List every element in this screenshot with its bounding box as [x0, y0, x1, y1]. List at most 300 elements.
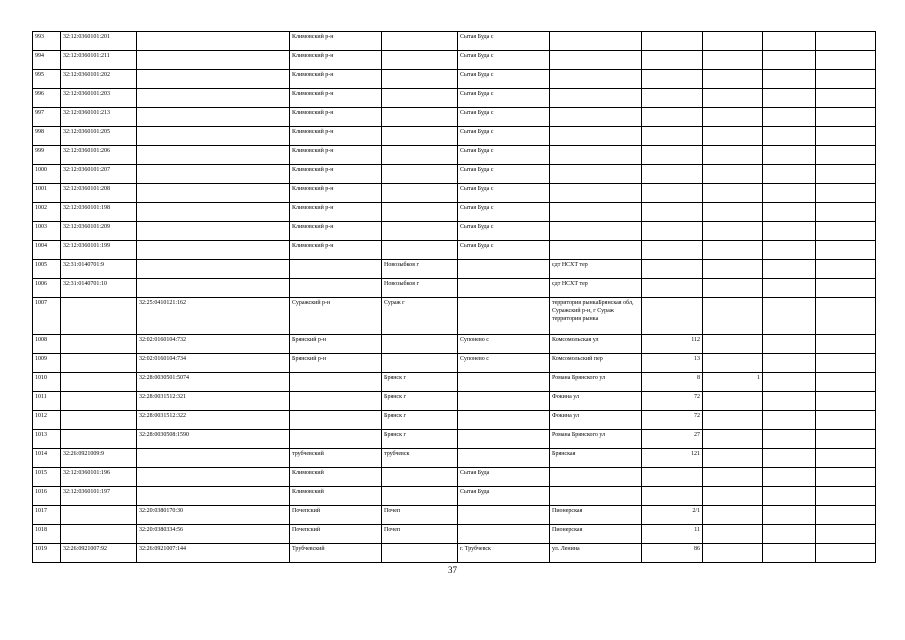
empty-cell [763, 525, 816, 544]
table-row [33, 525, 876, 544]
cadastral-number-cell: 32:26:0921009:9 [61, 449, 137, 468]
cadastral-number-alt-cell: 32:28:0030501:5074 [137, 373, 290, 392]
empty-cell [816, 51, 876, 70]
city-cell [382, 184, 458, 203]
table-row [33, 32, 876, 51]
street-cell [550, 89, 642, 108]
district-cell [290, 373, 382, 392]
flat-number-cell [703, 525, 763, 544]
district-cell: Климовский р-н [290, 241, 382, 260]
settlement-cell: Сытая Буда с [458, 222, 550, 241]
table-row [33, 544, 876, 563]
table-row [33, 298, 876, 335]
flat-number-cell [703, 544, 763, 563]
house-number-cell: 121 [642, 449, 703, 468]
row-number-cell: 1017 [33, 506, 61, 525]
row-number-cell: 1014 [33, 449, 61, 468]
street-cell [550, 165, 642, 184]
flat-number-cell [703, 165, 763, 184]
cadastral-number-cell: 32:12:0360101:213 [61, 108, 137, 127]
table-row [33, 184, 876, 203]
table-row [33, 279, 876, 298]
cadastral-number-cell: 32:12:0360101:196 [61, 468, 137, 487]
settlement-cell: Сытая Буда с [458, 32, 550, 51]
empty-cell [763, 203, 816, 222]
district-cell [290, 392, 382, 411]
row-number-cell: 1001 [33, 184, 61, 203]
settlement-cell: Сытая Буда с [458, 108, 550, 127]
empty-cell [763, 373, 816, 392]
empty-cell [816, 392, 876, 411]
empty-cell [763, 544, 816, 563]
table-row [33, 127, 876, 146]
settlement-cell: Сытая Буда с [458, 127, 550, 146]
empty-cell [816, 146, 876, 165]
empty-cell [816, 241, 876, 260]
settlement-cell [458, 525, 550, 544]
district-cell: Климовский [290, 487, 382, 506]
table-row [33, 146, 876, 165]
settlement-cell: Сытая Буда [458, 468, 550, 487]
flat-number-cell [703, 279, 763, 298]
street-cell [550, 203, 642, 222]
cadastral-number-alt-cell: 32:26:0921007:144 [137, 544, 290, 563]
city-cell: Брянск г [382, 430, 458, 449]
empty-cell [816, 411, 876, 430]
house-number-cell: 8 [642, 373, 703, 392]
empty-cell [816, 184, 876, 203]
house-number-cell [642, 108, 703, 127]
cadastral-number-cell [61, 354, 137, 373]
cadastral-number-cell: 32:12:0360101:206 [61, 146, 137, 165]
table-row [33, 241, 876, 260]
empty-cell [816, 373, 876, 392]
empty-cell [763, 165, 816, 184]
settlement-cell: Сытая Буда с [458, 89, 550, 108]
settlement-cell [458, 373, 550, 392]
row-number-cell: 998 [33, 127, 61, 146]
city-cell [382, 222, 458, 241]
city-cell [382, 165, 458, 184]
empty-cell [763, 279, 816, 298]
empty-cell [816, 89, 876, 108]
cadastral-number-alt-cell: 32:02:0160104:734 [137, 354, 290, 373]
cadastral-number-cell [61, 411, 137, 430]
table-row [33, 411, 876, 430]
empty-cell [763, 70, 816, 89]
cadastral-number-alt-cell [137, 51, 290, 70]
table-row [33, 449, 876, 468]
flat-number-cell [703, 298, 763, 335]
cadastral-number-alt-cell [137, 449, 290, 468]
house-number-cell: 72 [642, 411, 703, 430]
empty-cell [816, 70, 876, 89]
row-number-cell: 1000 [33, 165, 61, 184]
table-row [33, 373, 876, 392]
empty-cell [816, 430, 876, 449]
city-cell [382, 146, 458, 165]
flat-number-cell [703, 127, 763, 146]
street-cell: Комсомольский пер [550, 354, 642, 373]
table-row [33, 51, 876, 70]
flat-number-cell [703, 449, 763, 468]
row-number-cell: 1018 [33, 525, 61, 544]
table-row [33, 260, 876, 279]
cadastral-number-cell: 32:26:0921007:92 [61, 544, 137, 563]
district-cell [290, 411, 382, 430]
district-cell: Суражский р-н [290, 298, 382, 335]
district-cell [290, 260, 382, 279]
street-cell [550, 468, 642, 487]
row-number-cell: 1015 [33, 468, 61, 487]
district-cell: Климовский р-н [290, 146, 382, 165]
street-cell: Брянская [550, 449, 642, 468]
street-cell [550, 184, 642, 203]
cadastral-number-alt-cell [137, 184, 290, 203]
row-number-cell: 993 [33, 32, 61, 51]
street-cell [550, 487, 642, 506]
empty-cell [816, 260, 876, 279]
empty-cell [816, 298, 876, 335]
table-row [33, 354, 876, 373]
street-cell: Пионерская [550, 506, 642, 525]
house-number-cell [642, 32, 703, 51]
settlement-cell: Сытая Буда [458, 487, 550, 506]
empty-cell [763, 487, 816, 506]
street-cell [550, 241, 642, 260]
house-number-cell [642, 241, 703, 260]
street-cell: Пионерская [550, 525, 642, 544]
house-number-cell [642, 222, 703, 241]
city-cell [382, 32, 458, 51]
city-cell [382, 354, 458, 373]
district-cell [290, 279, 382, 298]
flat-number-cell [703, 241, 763, 260]
cadastral-number-alt-cell [137, 146, 290, 165]
cadastral-number-cell [61, 373, 137, 392]
empty-cell [816, 354, 876, 373]
house-number-cell [642, 127, 703, 146]
city-cell [382, 70, 458, 89]
table-row [33, 430, 876, 449]
empty-cell [763, 89, 816, 108]
flat-number-cell: 1 [703, 373, 763, 392]
cadastral-number-cell: 32:31:0140701:9 [61, 260, 137, 279]
table-row [33, 222, 876, 241]
city-cell: Брянск г [382, 411, 458, 430]
table-row [33, 335, 876, 354]
flat-number-cell [703, 430, 763, 449]
cadastral-number-alt-cell [137, 70, 290, 89]
district-cell: Климовский р-н [290, 127, 382, 146]
street-cell [550, 32, 642, 51]
cadastral-number-alt-cell: 32:02:0160104:732 [137, 335, 290, 354]
cadastral-number-alt-cell [137, 89, 290, 108]
settlement-cell: Сытая Буда с [458, 203, 550, 222]
cadastral-number-alt-cell [137, 32, 290, 51]
empty-cell [763, 430, 816, 449]
house-number-cell: 13 [642, 354, 703, 373]
settlement-cell [458, 260, 550, 279]
empty-cell [763, 354, 816, 373]
row-number-cell: 1008 [33, 335, 61, 354]
empty-cell [763, 241, 816, 260]
house-number-cell: 72 [642, 392, 703, 411]
city-cell [382, 127, 458, 146]
table-row [33, 89, 876, 108]
house-number-cell [642, 165, 703, 184]
empty-cell [763, 32, 816, 51]
cadastral-number-alt-cell: 32:20:0380334:56 [137, 525, 290, 544]
house-number-cell [642, 298, 703, 335]
street-cell: Комсомольская ул [550, 335, 642, 354]
flat-number-cell [703, 184, 763, 203]
city-cell [382, 51, 458, 70]
row-number-cell: 994 [33, 51, 61, 70]
table-body [33, 32, 876, 563]
cadastral-number-cell: 32:12:0360101:203 [61, 89, 137, 108]
row-number-cell: 1005 [33, 260, 61, 279]
district-cell: Брянский р-н [290, 335, 382, 354]
city-cell [382, 468, 458, 487]
flat-number-cell [703, 108, 763, 127]
house-number-cell: 27 [642, 430, 703, 449]
row-number-cell: 1013 [33, 430, 61, 449]
house-number-cell [642, 89, 703, 108]
cadastral-number-cell [61, 430, 137, 449]
district-cell: Климовский р-н [290, 70, 382, 89]
district-cell: Климовский р-н [290, 184, 382, 203]
settlement-cell [458, 298, 550, 335]
district-cell: Климовский р-н [290, 108, 382, 127]
city-cell [382, 108, 458, 127]
table-row [33, 392, 876, 411]
empty-cell [816, 165, 876, 184]
cadastral-number-cell: 32:12:0360101:199 [61, 241, 137, 260]
empty-cell [763, 222, 816, 241]
cadastral-number-cell: 32:12:0360101:198 [61, 203, 137, 222]
district-cell: Климовский р-н [290, 222, 382, 241]
cadastral-number-alt-cell [137, 127, 290, 146]
district-cell: трубчевский [290, 449, 382, 468]
district-cell: Климовский р-н [290, 89, 382, 108]
empty-cell [816, 279, 876, 298]
cadastral-number-cell [61, 525, 137, 544]
empty-cell [763, 298, 816, 335]
cadastral-number-alt-cell: 32:28:0030508:1590 [137, 430, 290, 449]
house-number-cell: 86 [642, 544, 703, 563]
row-number-cell: 1012 [33, 411, 61, 430]
city-cell: Брянск г [382, 373, 458, 392]
flat-number-cell [703, 354, 763, 373]
district-cell: Климовский р-н [290, 32, 382, 51]
row-number-cell: 995 [33, 70, 61, 89]
settlement-cell: Супонево с [458, 335, 550, 354]
settlement-cell [458, 392, 550, 411]
cadastral-number-cell: 32:12:0360101:211 [61, 51, 137, 70]
house-number-cell [642, 260, 703, 279]
street-cell [550, 222, 642, 241]
empty-cell [816, 525, 876, 544]
empty-cell [816, 449, 876, 468]
flat-number-cell [703, 51, 763, 70]
settlement-cell: Сытая Буда с [458, 70, 550, 89]
street-cell [550, 127, 642, 146]
house-number-cell [642, 279, 703, 298]
empty-cell [763, 127, 816, 146]
table-row [33, 70, 876, 89]
flat-number-cell [703, 89, 763, 108]
row-number-cell: 1016 [33, 487, 61, 506]
city-cell [382, 335, 458, 354]
settlement-cell: Сытая Буда с [458, 165, 550, 184]
empty-cell [816, 468, 876, 487]
cadastral-number-cell: 32:12:0360101:205 [61, 127, 137, 146]
empty-cell [816, 203, 876, 222]
settlement-cell: Супонево с [458, 354, 550, 373]
settlement-cell [458, 430, 550, 449]
city-cell [382, 544, 458, 563]
street-cell [550, 51, 642, 70]
settlement-cell [458, 279, 550, 298]
row-number-cell: 1011 [33, 392, 61, 411]
empty-cell [763, 146, 816, 165]
house-number-cell [642, 70, 703, 89]
flat-number-cell [703, 487, 763, 506]
table-row [33, 487, 876, 506]
flat-number-cell [703, 203, 763, 222]
street-cell: территория рынкаБрянская обл, Суражский р-н, г Сураж территория рынка [550, 298, 642, 335]
cadastral-number-cell [61, 298, 137, 335]
city-cell: Новозыбков г [382, 260, 458, 279]
cadastral-number-alt-cell: 32:28:0031512:321 [137, 392, 290, 411]
empty-cell [816, 544, 876, 563]
empty-cell [763, 392, 816, 411]
cadastral-number-alt-cell: 32:28:0031512:322 [137, 411, 290, 430]
cadastral-number-alt-cell [137, 241, 290, 260]
district-cell: Климовский р-н [290, 203, 382, 222]
cadastral-number-cell [61, 506, 137, 525]
cadastral-number-cell: 32:12:0360101:197 [61, 487, 137, 506]
street-cell: сдт НСХТ тер [550, 260, 642, 279]
street-cell [550, 108, 642, 127]
cadastral-number-cell: 32:12:0360101:202 [61, 70, 137, 89]
empty-cell [763, 184, 816, 203]
empty-cell [816, 487, 876, 506]
street-cell: сдт НСХТ тер [550, 279, 642, 298]
city-cell: Почеп [382, 525, 458, 544]
district-cell [290, 430, 382, 449]
house-number-cell [642, 203, 703, 222]
flat-number-cell [703, 392, 763, 411]
empty-cell [816, 108, 876, 127]
cadastral-number-cell: 32:12:0360101:209 [61, 222, 137, 241]
flat-number-cell [703, 70, 763, 89]
district-cell: Климовский р-н [290, 51, 382, 70]
house-number-cell: 2/1 [642, 506, 703, 525]
city-cell [382, 203, 458, 222]
district-cell: Климовский р-н [290, 165, 382, 184]
cadastral-number-alt-cell [137, 260, 290, 279]
empty-cell [816, 506, 876, 525]
city-cell: Сураж г [382, 298, 458, 335]
settlement-cell: г. Трубчевск [458, 544, 550, 563]
table-row [33, 165, 876, 184]
row-number-cell: 1007 [33, 298, 61, 335]
street-cell: Фокина ул [550, 392, 642, 411]
flat-number-cell [703, 32, 763, 51]
table-row [33, 203, 876, 222]
cadastral-number-cell: 32:12:0360101:207 [61, 165, 137, 184]
district-cell: Климовский [290, 468, 382, 487]
flat-number-cell [703, 260, 763, 279]
cadastral-number-alt-cell [137, 165, 290, 184]
settlement-cell [458, 411, 550, 430]
house-number-cell [642, 487, 703, 506]
cadastral-number-alt-cell: 32:25:0410121:162 [137, 298, 290, 335]
empty-cell [816, 222, 876, 241]
empty-cell [816, 127, 876, 146]
settlement-cell: Сытая Буда с [458, 146, 550, 165]
city-cell [382, 487, 458, 506]
cadastral-number-alt-cell [137, 279, 290, 298]
settlement-cell [458, 506, 550, 525]
street-cell [550, 146, 642, 165]
cadastral-number-alt-cell [137, 203, 290, 222]
empty-cell [763, 335, 816, 354]
city-cell: трубчевск [382, 449, 458, 468]
row-number-cell: 1019 [33, 544, 61, 563]
row-number-cell: 1003 [33, 222, 61, 241]
house-number-cell: 112 [642, 335, 703, 354]
flat-number-cell [703, 335, 763, 354]
row-number-cell: 1004 [33, 241, 61, 260]
cadastral-number-cell: 32:12:0360101:201 [61, 32, 137, 51]
row-number-cell: 1002 [33, 203, 61, 222]
cadastral-number-alt-cell [137, 222, 290, 241]
settlement-cell [458, 449, 550, 468]
table-row [33, 506, 876, 525]
page-number: 37 [448, 565, 457, 575]
street-cell: Фокина ул [550, 411, 642, 430]
row-number-cell: 1010 [33, 373, 61, 392]
city-cell [382, 89, 458, 108]
street-cell: ул. Ленина [550, 544, 642, 563]
property-register-table [32, 31, 876, 563]
empty-cell [763, 51, 816, 70]
empty-cell [763, 260, 816, 279]
city-cell: Почеп [382, 506, 458, 525]
row-number-cell: 1006 [33, 279, 61, 298]
empty-cell [763, 506, 816, 525]
house-number-cell [642, 51, 703, 70]
settlement-cell: Сытая Буда с [458, 51, 550, 70]
cadastral-number-cell: 32:12:0360101:208 [61, 184, 137, 203]
table-row [33, 108, 876, 127]
flat-number-cell [703, 506, 763, 525]
cadastral-number-alt-cell [137, 468, 290, 487]
cadastral-number-alt-cell: 32:20:0380170:30 [137, 506, 290, 525]
cadastral-number-alt-cell [137, 487, 290, 506]
flat-number-cell [703, 146, 763, 165]
city-cell [382, 241, 458, 260]
row-number-cell: 999 [33, 146, 61, 165]
cadastral-number-cell [61, 335, 137, 354]
empty-cell [763, 449, 816, 468]
house-number-cell [642, 146, 703, 165]
settlement-cell: Сытая Буда с [458, 184, 550, 203]
empty-cell [763, 108, 816, 127]
